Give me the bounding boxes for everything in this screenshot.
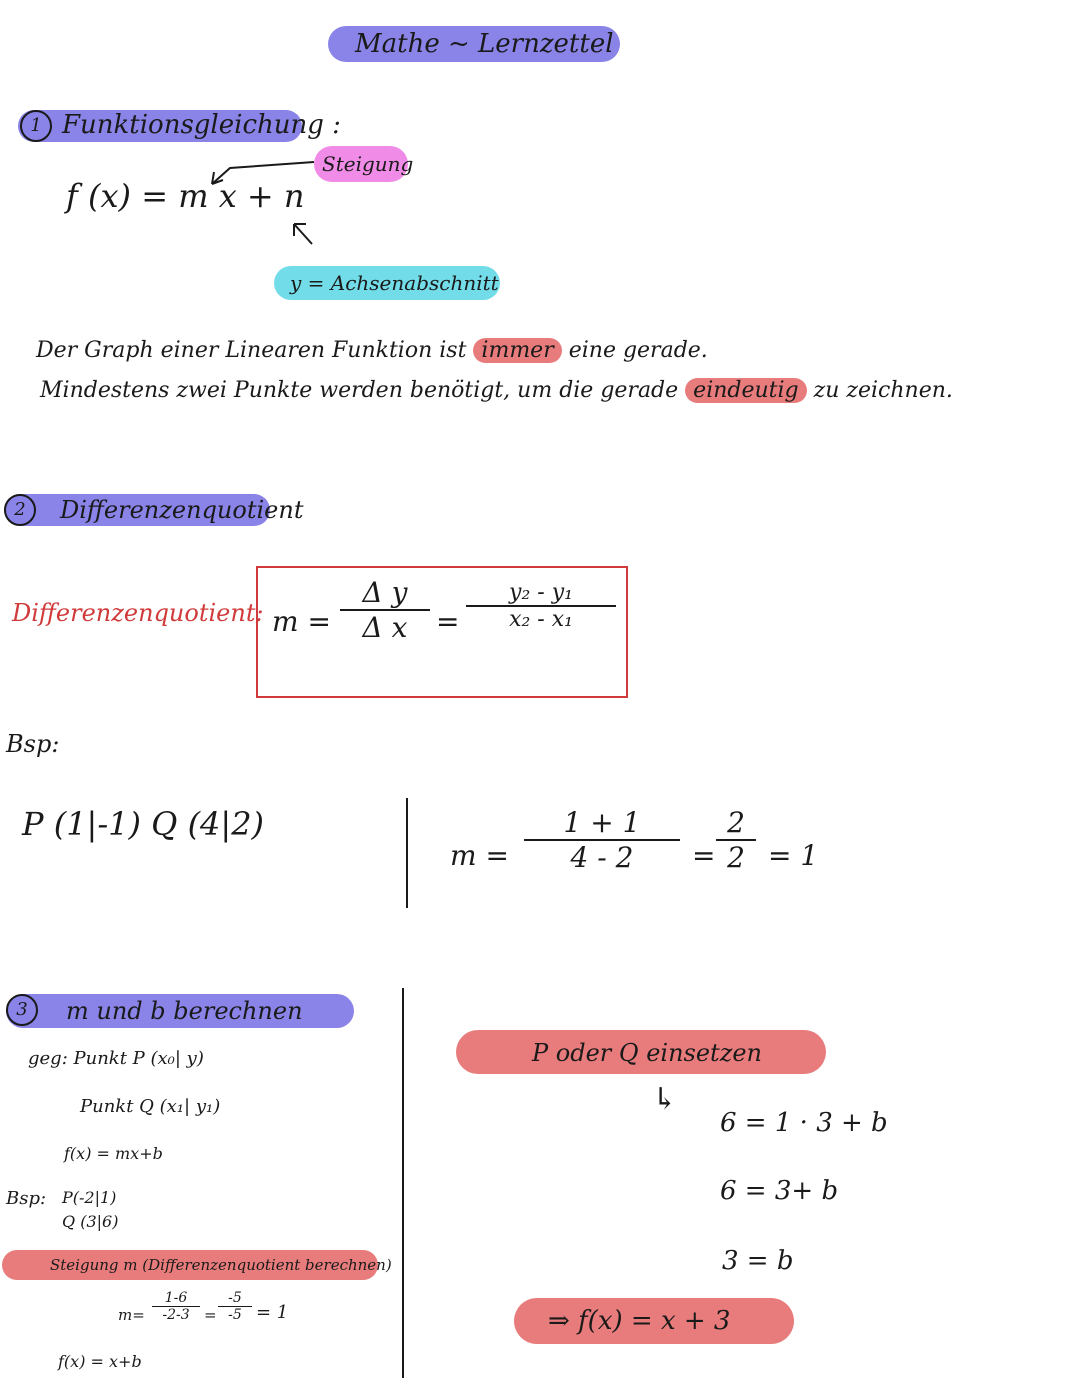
- section3-number: 3: [6, 994, 38, 1026]
- given-q: Punkt Q (x₁| y₁): [80, 1096, 221, 1117]
- example-divider: [406, 798, 408, 908]
- example-fraction2: [716, 806, 756, 874]
- example-equals: =: [692, 839, 716, 872]
- page-title: Mathe ~ Lernzettel: [355, 29, 614, 59]
- calc-step1: 6 = 1 · 3 + b: [720, 1108, 888, 1138]
- example-m-eq: m =: [450, 839, 509, 872]
- difference-quotient-label: Differenzenquotient:: [12, 599, 264, 627]
- graph-text-line1: Der Graph einer Linearen Funktion ist immer eine gerade.: [36, 338, 708, 363]
- calc-step3: 3 = b: [722, 1246, 794, 1276]
- example-label: Bsp:: [6, 730, 60, 758]
- example-denominator: 4 - 2: [570, 841, 634, 874]
- formula-m-eq: m =: [272, 605, 331, 638]
- slope-denominator2: -5: [228, 1307, 242, 1323]
- slope-equals: =: [204, 1306, 217, 1324]
- example-result: = 1: [768, 839, 819, 872]
- slope-result: = 1: [256, 1302, 289, 1323]
- eindeutig-highlight: eindeutig: [685, 378, 806, 403]
- final-function: ⇒ f(x) = x + 3: [548, 1306, 731, 1336]
- y-difference: y₂ - y₁: [509, 580, 573, 605]
- fraction-delta: [340, 576, 430, 644]
- example3-q: Q (3|6): [62, 1212, 119, 1231]
- slope-label: Steigung: [322, 152, 414, 176]
- insert-arrow: ↳: [652, 1082, 678, 1117]
- section3-divider: [402, 988, 404, 1378]
- function-result-b: f(x) = x+b: [58, 1352, 142, 1371]
- immer-highlight: immer: [473, 338, 561, 363]
- delta-x: Δ x: [362, 611, 408, 644]
- slope-fraction: [152, 1290, 200, 1323]
- example-numerator2: 2: [727, 806, 745, 839]
- example3-label: Bsp:: [6, 1188, 47, 1209]
- slope-fraction2: [218, 1290, 252, 1323]
- fraction-points: [466, 580, 616, 632]
- formula-equals: =: [436, 605, 460, 638]
- section1-heading: Funktionsgleichung :: [62, 110, 341, 140]
- section1-number: 1: [20, 110, 52, 142]
- section2-heading: Differenzenquotient: [60, 496, 304, 524]
- function-formula: f (x) = m x + n: [66, 177, 305, 215]
- given-p: geg: Punkt P (x₀| y): [28, 1048, 204, 1069]
- insert-label: P oder Q einsetzen: [532, 1039, 763, 1067]
- delta-y: Δ y: [362, 576, 408, 609]
- graph-text-line2: Mindestens zwei Punkte werden benötigt, um die gerade eindeutig zu zeichnen.: [40, 378, 953, 403]
- slope-numerator: 1-6: [164, 1290, 188, 1306]
- slope-m-eq: m=: [118, 1306, 145, 1324]
- intercept-arrow: [284, 214, 324, 250]
- x-difference: x₂ - x₁: [509, 607, 573, 632]
- slope-task: Steigung m (Differenzenquotient berechnen): [50, 1256, 392, 1274]
- section3-heading: m und b berechnen: [66, 997, 303, 1025]
- slope-arrow: [190, 152, 320, 192]
- general-formula: f(x) = mx+b: [64, 1144, 163, 1163]
- example-fraction: [524, 806, 680, 874]
- example-denominator2: 2: [727, 841, 745, 874]
- example-numerator: 1 + 1: [563, 806, 641, 839]
- slope-denominator: -2-3: [162, 1307, 190, 1323]
- example3-p: P(-2|1): [62, 1188, 117, 1207]
- intercept-label: y = Achsenabschnitt: [290, 271, 499, 295]
- slope-numerator2: -5: [228, 1290, 242, 1306]
- section2-number: 2: [4, 494, 36, 526]
- calc-step2: 6 = 3+ b: [720, 1176, 839, 1206]
- example-points: P (1|-1) Q (4|2): [22, 805, 265, 843]
